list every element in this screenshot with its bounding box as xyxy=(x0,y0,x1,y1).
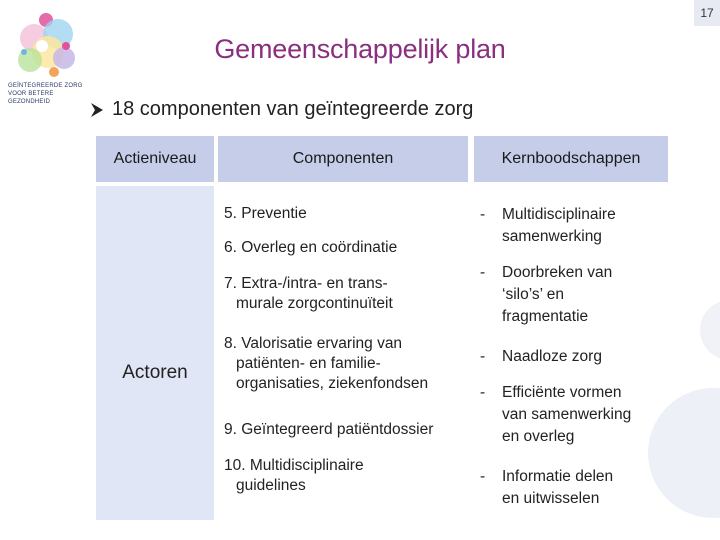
component-item: 10. Multidisciplinaire guidelines xyxy=(224,457,364,494)
slide-number: 17 xyxy=(694,0,720,26)
decorative-bubble xyxy=(700,300,720,360)
logo-text: GEÏNTEGREERDE ZORG VOOR BETERE GEZONDHEID xyxy=(8,83,83,105)
message-item: - Informatie delen en uitwisselen xyxy=(480,468,614,507)
components-table xyxy=(96,136,668,520)
component-item: 6. Overleg en coördinatie xyxy=(224,239,398,256)
components-cell xyxy=(218,186,468,520)
bullet-line xyxy=(90,98,473,121)
actieniveau-cell xyxy=(96,186,214,520)
header-componenten: Componenten xyxy=(218,136,468,182)
arrow-bullet-icon xyxy=(90,102,104,118)
component-item: 5. Preventie xyxy=(224,205,307,222)
messages-cell xyxy=(474,186,668,520)
header-actieniveau: Actieniveau xyxy=(96,136,214,182)
message-item: - Multidisciplinaire samenwerking xyxy=(480,206,616,245)
page-title: Gemeenschappelijk plan xyxy=(214,34,506,64)
message-item: - Efficiënte vormen van samenwerking en overleg xyxy=(480,384,632,445)
component-item: 7. Extra-/intra- en trans- murale zorgcontinuïteit xyxy=(224,275,393,312)
component-item: 8. Valorisatie ervaring van patiënten- en familie- organisaties, ziekenfondsen xyxy=(224,335,429,392)
component-item: 9. Geïntegreerd patiëntdossier xyxy=(224,421,434,438)
bullet-text: 18 componenten van geïntegreerde zorg xyxy=(112,98,474,120)
row-label-actoren: Actoren xyxy=(122,362,188,383)
message-item: - Naadloze zorg xyxy=(480,348,602,365)
header-kernboodschappen: Kernboodschappen xyxy=(474,136,668,182)
message-item: - Doorbreken van ‘silo’s’ en fragmentatie xyxy=(480,264,613,325)
